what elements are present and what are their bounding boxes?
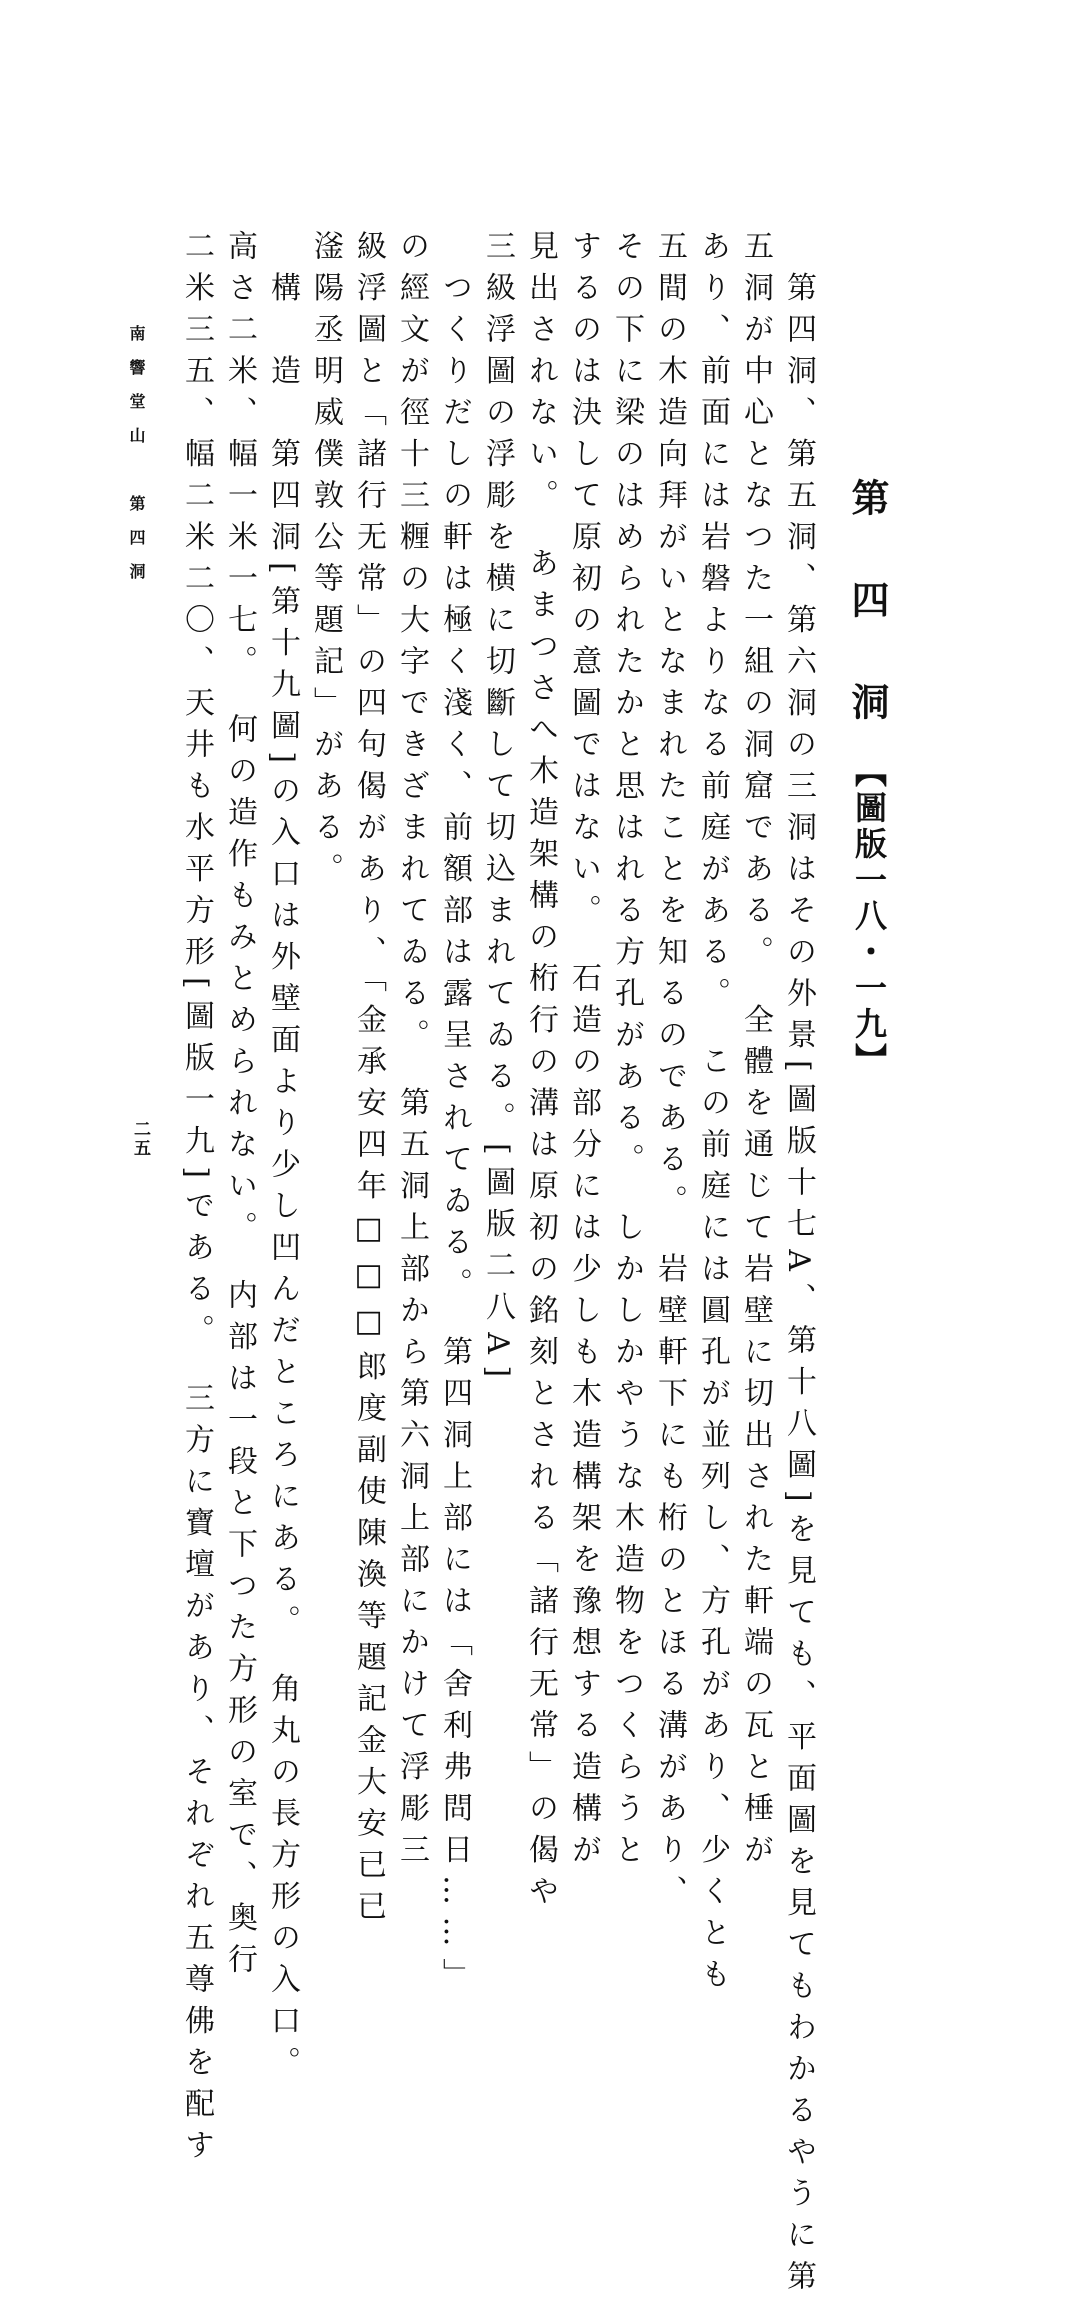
running-head: 南響堂山 第四洞: [127, 325, 146, 597]
body-line: 第四洞、第五洞、第六洞の三洞はその外景[圖版十七A、第十八圖]を見ても、平面圖を見てもわかるやうに第: [781, 230, 816, 2302]
body-line: 五間の木造向拜がいとなまれたことを知るのである。 岩壁軒下にも桁のとほる溝があり、: [652, 230, 687, 1917]
body-line: 五洞が中心となつた一組の洞窟である。 全體を通じて岩壁に切出された軒端の瓦と棰が: [738, 230, 773, 1875]
chapter-heading: 第四洞: [845, 478, 889, 784]
body-line: つくりだしの軒は極く淺く、前額部は露呈されてゐる。 第四洞上部には「舍利弗問日……」: [437, 230, 472, 2000]
body-line: 高さ二米、幅一米一七。 何の造作もみとめられない。 内部は一段と下つた方形の室で、奥行: [222, 230, 257, 1985]
body-line: 二米三五、幅二米二〇、天井も水平方形[圖版一九]である。 三方に寶壇があり、それぞれ五尊佛を配す: [179, 230, 214, 2171]
body-line: 滏陽丞明威僕敦公等題記」がある。: [308, 230, 343, 894]
body-line: あり、前面には岩磐よりなる前庭がある。 この前庭には圓孔が並列し、方孔があり、少くとも: [695, 230, 730, 2000]
body-line: 見出されない。 あまつさへ木造架構の桁行の溝は原初の銘刻とされる「諸行无常」の偈や: [523, 230, 558, 1917]
body-line: 構 造 第四洞[第十九圖]の入口は外壁面より少し凹んだところにある。 角丸の長方形の入口。: [265, 230, 300, 2088]
body-line: の經文が徑十三糎の大字できざまれてゐる。 第五洞上部から第六洞上部にかけて浮彫三: [394, 230, 429, 1875]
body-line: するのは決して原初の意圖ではない。 石造の部分には少しも木造構架を豫想する造構が: [566, 230, 601, 1875]
plate-reference: 【圖版一八・一九】: [850, 755, 888, 1079]
body-line: その下に梁のはめられたかと思はれる方孔がある。 しかしかやうな木造物をつくらうと: [609, 230, 644, 1875]
body-line: 級浮圖と「諸行无常」の四句偈があり、「金承安四年□□□郎度副使陳渙等題記金大安已已: [351, 230, 386, 1932]
page-number: 二五: [130, 1120, 150, 1158]
body-line: 三級浮圖の浮彫を横に切斷して切込まれてゐる。[圖版二八A]: [480, 230, 515, 1389]
